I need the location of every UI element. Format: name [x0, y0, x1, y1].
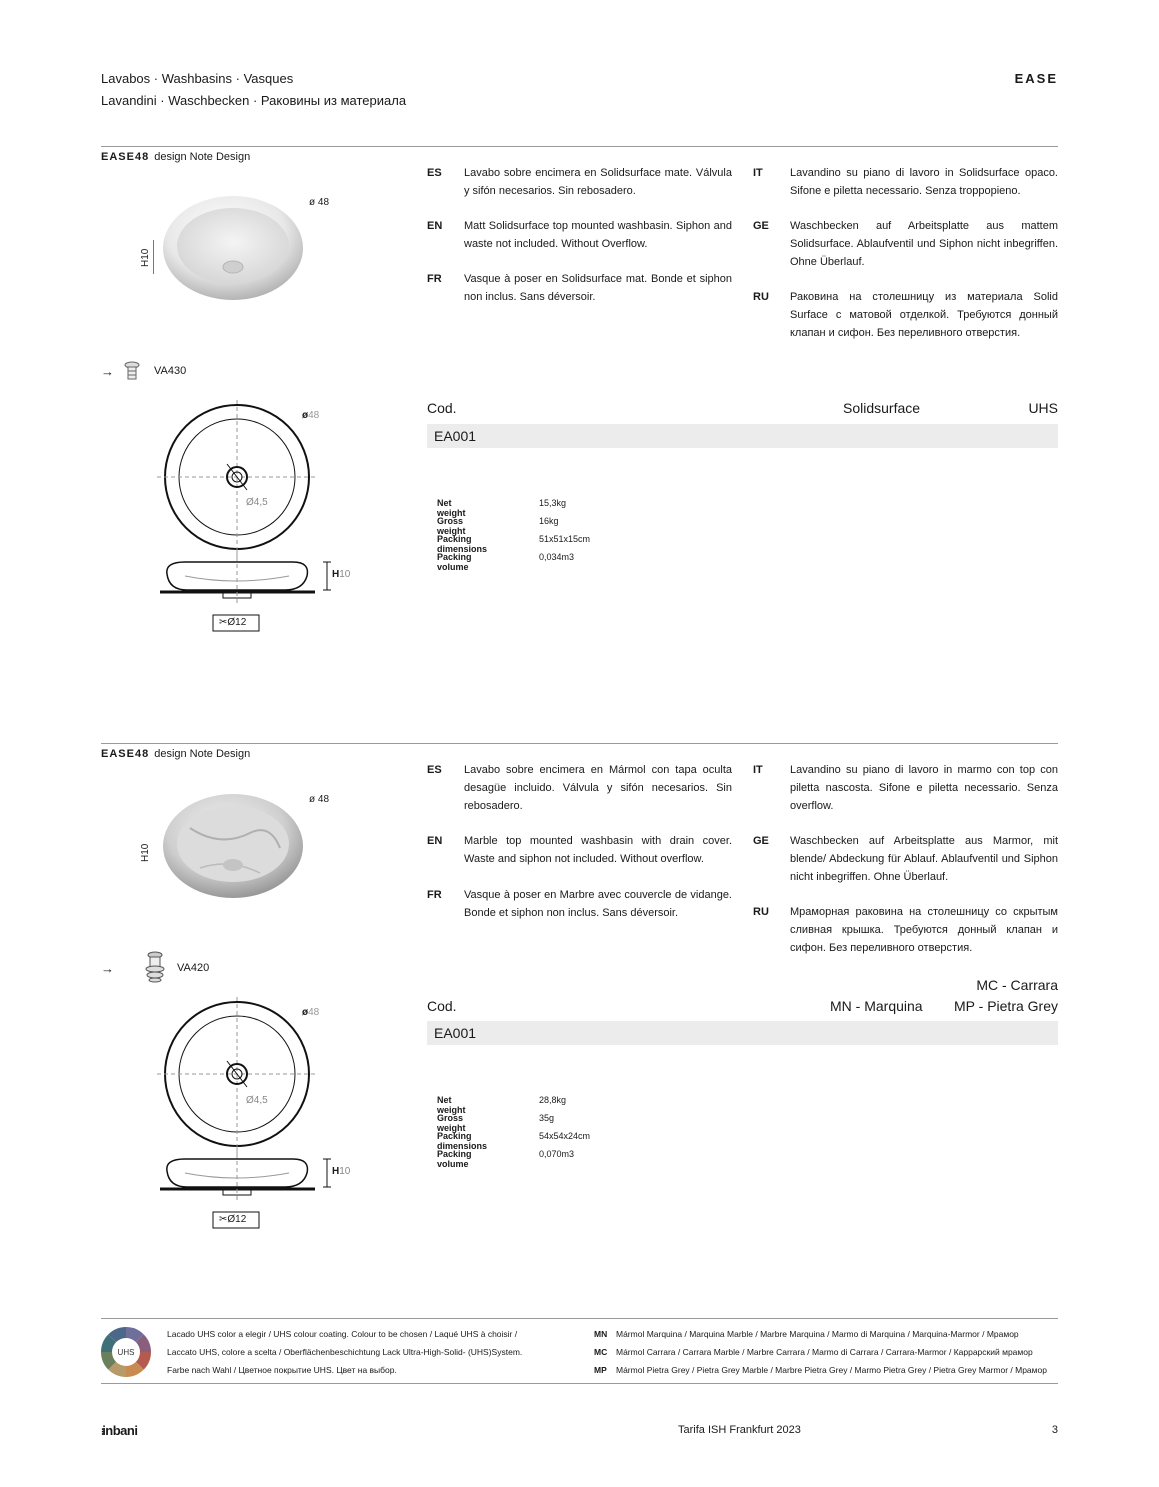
divider	[101, 146, 1058, 147]
column-carrara: MC - Carrara	[976, 977, 1058, 993]
column-uhs: UHS	[1028, 400, 1058, 416]
description-it: IT Lavandino su piano di lavoro in Solidsurface opaco. Sifone e piletta necessario. Senza troppopieno.	[753, 167, 1058, 197]
drawing-diameter: ø48	[302, 1007, 320, 1018]
product-designer: design Note Design	[154, 748, 251, 760]
uhs-legend-text: Lacado UHS color a elegir / UHS colour coating. Colour to be chosen / Laqué UHS à choisir / Laccato UHS, colore a scelta / Oberflächenbeschichtung Lack Ultra-High-Solid- (UHS)System. Farbe nach Wahl / Цветное покрытие UHS. Цвет на выбор.	[167, 1329, 523, 1375]
diameter-label: ø 48	[309, 794, 330, 805]
product-model: EASE48	[101, 748, 150, 760]
product-title	[101, 151, 250, 163]
accessory-row	[101, 360, 301, 384]
code-table-header	[427, 400, 1058, 420]
description-fr: FR Vasque à poser en Solidsurface mat. Bonde et siphon non inclus. Sans déversoir.	[427, 273, 732, 303]
uhs-badge: UHS	[117, 1348, 135, 1357]
height-dimension-line	[153, 240, 154, 274]
accessory-code: VA420	[177, 962, 210, 974]
description-it: IT Lavandino su piano di lavoro in marmo con top con piletta nascosta. Sifone e piletta necessario. Senza overflow.	[753, 764, 1058, 812]
description-ge: GE Waschbecken auf Arbeitsplatte aus Marmor, mit blende/ Abdeckung für Ablauf. Ablaufventil und Siphon nicht inbegriffen. Ohne Überlauf.	[753, 835, 1058, 883]
brand-logo: ⁝inbani	[101, 1423, 138, 1438]
scissors-icon: ✂	[219, 1214, 228, 1225]
cod-label: Cod.	[427, 400, 457, 416]
description-fr: FR Vasque à poser en Marbre avec couvercle de vidange. Bonde et siphon non inclus. Sans déversoir.	[427, 889, 732, 919]
column-pietra-grey: MP - Pietra Grey	[954, 998, 1058, 1014]
product-title	[101, 748, 250, 760]
description-ge: GE Waschbecken auf Arbeitsplatte aus mattem Solidsurface. Ablaufventil und Siphon nicht inbegriffen. Ohne Überlauf.	[753, 220, 1058, 268]
drawing-outlet: ✂Ø12	[219, 617, 247, 628]
diameter-label: ø 48	[309, 197, 330, 208]
arrow-right-icon: →	[101, 961, 114, 976]
technical-drawing	[155, 997, 355, 1237]
description-en: EN Marble top mounted washbasin with drain cover. Waste and siphon not included. Without overflow.	[427, 835, 732, 865]
material-row: MC Mármol Carrara / Carrara Marble / Marbre Carrara / Marmo di Carrara / Carrara-Marmor / Каррарский мрамор	[594, 1347, 1033, 1357]
product-designer: design Note Design	[154, 151, 251, 163]
description-es: ES Lavabo sobre encimera en Solidsurface mate. Válvula y sifón necesarios. Sin rebosadero.	[427, 167, 732, 197]
cod-label: Cod.	[427, 998, 457, 1014]
drawing-drain-diameter: Ø4,5	[246, 497, 268, 508]
drawing-height: H10	[332, 569, 351, 580]
material-row: MN Mármol Marquina / Marquina Marble / Marbre Marquina / Marmo di Marquina / Marquina-Marmor / Мрамор	[594, 1329, 1019, 1339]
accessory-row	[101, 957, 301, 981]
basin-render-marble	[140, 788, 340, 908]
description-ru: RU Мраморная раковина на столешницу со скрытым сливная крышка. Требуются донный клапан и сифон. Без переливного отверстия.	[753, 906, 1058, 954]
column-marquina: MN - Marquina	[830, 998, 923, 1014]
header-line-1: Lavabos · Washbasins · Vasques	[101, 71, 294, 86]
drawing-drain-diameter: Ø4,5	[246, 1095, 268, 1106]
arrow-right-icon: →	[101, 364, 114, 379]
header-line-2: Lavandini · Waschbecken · Раковины из материала	[101, 93, 407, 108]
description-ru: RU Раковина на столешницу из материала Solid Surface с матовой отделкой. Требуются донный клапан и сифон. Без переливного отверстия.	[753, 291, 1058, 339]
footer-catalog-title: Tarifa ISH Frankfurt 2023	[678, 1424, 801, 1436]
code-table-header	[427, 998, 1058, 1018]
technical-drawing	[155, 400, 355, 640]
column-solidsurface: Solidsurface	[843, 400, 921, 416]
accessory-code: VA430	[154, 365, 187, 377]
product-code: EA001	[434, 428, 477, 444]
waste-valve-icon	[123, 360, 141, 384]
uhs-color-wheel-icon	[100, 1326, 152, 1378]
product-model: EASE48	[101, 151, 150, 163]
series-name: EASE	[1014, 71, 1058, 86]
drawing-outlet: ✂Ø12	[219, 1214, 247, 1225]
material-legend	[594, 1325, 1064, 1379]
divider	[101, 1383, 1058, 1384]
scissors-icon: ✂	[219, 617, 228, 628]
description-es: ES Lavabo sobre encimera en Mármol con tapa oculta desagüe incluido. Válvula y sifón necesarios. Sin rebosadero.	[427, 764, 732, 812]
product-code-row	[427, 1021, 1058, 1045]
page-header-categories	[101, 68, 406, 112]
divider	[101, 1318, 1058, 1319]
divider	[101, 743, 1058, 744]
height-label: H10	[140, 843, 151, 862]
waste-valve-icon	[144, 951, 166, 983]
product-code-row	[427, 424, 1058, 448]
logo-dots-icon: ⁝	[101, 1427, 103, 1438]
basin-render-solidsurface	[140, 190, 340, 310]
description-en: EN Matt Solidsurface top mounted washbasin. Siphon and waste not included. Without Overflow.	[427, 220, 732, 250]
drawing-diameter: ø48	[302, 410, 320, 421]
material-row: MP Mármol Pietra Grey / Pietra Grey Marble / Marbre Pietra Grey / Marmo Pietra Grey / Pietra Grey Marmor / Мрамор	[594, 1365, 1047, 1375]
page-number: 3	[1051, 1424, 1058, 1436]
product-code: EA001	[434, 1025, 477, 1041]
drawing-height: H10	[332, 1166, 351, 1177]
height-label: H10	[140, 248, 151, 267]
